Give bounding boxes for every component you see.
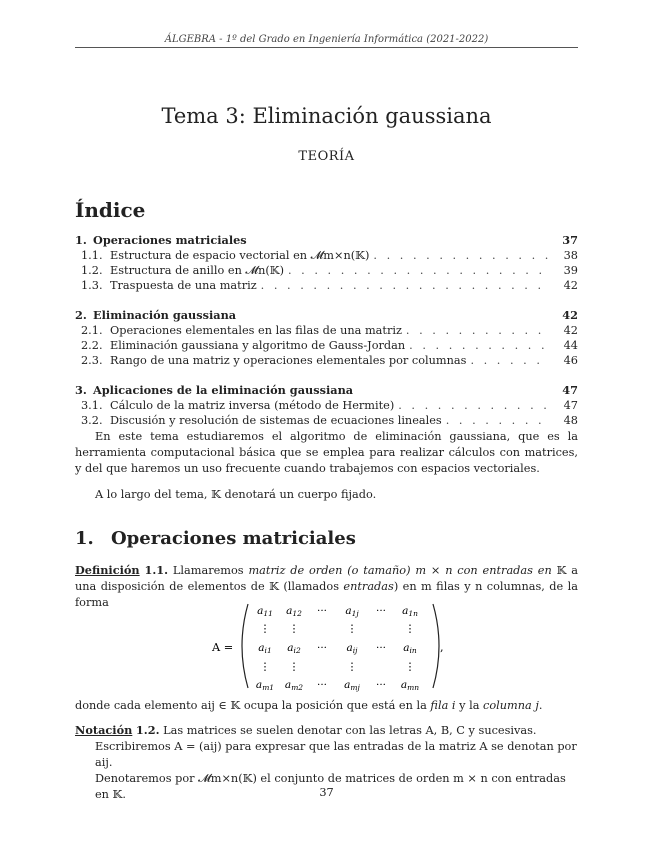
- chapter-subtitle: TEORÍA: [298, 149, 355, 164]
- toc-subsection-number: 1.1.: [81, 249, 103, 262]
- toc-subsection[interactable]: [75, 398, 578, 413]
- chapter-title: Tema 3: Eliminación gaussiana: [161, 104, 492, 128]
- toc-subsection[interactable]: [75, 413, 578, 428]
- toc-heading: Índice: [75, 198, 146, 222]
- matrix-entry: a1j: [345, 605, 359, 618]
- toc-leader-dots: [470, 353, 548, 368]
- toc-subsection[interactable]: [75, 338, 578, 353]
- matrix-entry: a1n: [402, 605, 418, 618]
- toc-subsection-page: 44: [563, 339, 578, 352]
- toc-section-page: 42: [562, 308, 578, 322]
- matrix-entry: ⋮: [288, 623, 300, 635]
- toc-subsection-label: Estructura de espacio vectorial en 𝓜m×n(𝕂): [110, 249, 370, 262]
- matrix-cells: [256, 605, 419, 692]
- toc-subsection-page: 47: [563, 399, 578, 412]
- matrix-entry: ···: [375, 605, 387, 617]
- toc-section[interactable]: [75, 382, 578, 398]
- toc-leader-dots: [446, 413, 548, 428]
- definition-term: matriz de orden (o tamaño) m × n con entradas en: [248, 564, 552, 577]
- matrix-explanation: [75, 698, 578, 714]
- toc-subsection-page: 42: [563, 279, 578, 292]
- toc-subsection[interactable]: [75, 263, 578, 278]
- matrix-entry: ⋮: [404, 623, 416, 635]
- matrix-entry: ···: [316, 679, 328, 691]
- page-number: 37: [319, 786, 334, 799]
- toc-section-page: 47: [562, 383, 578, 397]
- toc-leader-dots: [406, 323, 548, 338]
- matrix-entry: ···: [375, 642, 387, 654]
- toc-subsection-number: 2.1.: [81, 324, 103, 337]
- toc-subsection[interactable]: [75, 353, 578, 368]
- toc-leader-dots: [373, 248, 548, 263]
- toc-section[interactable]: [75, 307, 578, 323]
- definition-number: 1.1.: [144, 563, 169, 577]
- matrix-entry: ain: [403, 642, 417, 655]
- toc-subsection-page: 39: [563, 264, 578, 277]
- matrix-entry: ⋮: [404, 661, 416, 673]
- matrix-entry: ai2: [287, 642, 301, 655]
- toc-subsection-label: Traspuesta de una matriz: [110, 279, 257, 292]
- notation-line-3: Denotaremos por 𝓜m×n(𝕂) el conjunto de matrices de orden m × n con entradas en 𝕂.: [95, 772, 566, 801]
- matrix-entry: ···: [316, 605, 328, 617]
- toc-subsection-page: 48: [563, 414, 578, 427]
- toc-section-label: Aplicaciones de la eliminación gaussiana: [93, 383, 354, 397]
- matrix-entry: ···: [316, 642, 328, 654]
- toc-subsection-number: 2.2.: [81, 339, 103, 352]
- notation-line-1: [75, 722, 578, 739]
- toc-subsection-page: 42: [563, 324, 578, 337]
- definition-label: Definición: [75, 563, 140, 577]
- toc-leader-dots: [261, 278, 548, 293]
- toc-subsection-number: 1.3.: [81, 279, 103, 292]
- toc-leader-dots: [398, 398, 548, 413]
- toc-subsection-number: 2.3.: [81, 354, 103, 367]
- toc-subsection-label: Cálculo de la matriz inversa (método de Hermite): [110, 399, 395, 412]
- notation-line1-text: Las matrices se suelen denotar con las letras A, B, C y sucesivas.: [163, 724, 537, 737]
- toc-leader-dots: [288, 263, 548, 278]
- section-number: 1.: [75, 528, 94, 549]
- notation-number: 1.2.: [135, 723, 160, 737]
- running-header: ÁLGEBRA - 1º del Grado en Ingeniería Informática (2021-2022): [164, 34, 489, 45]
- toc-subsection[interactable]: [75, 323, 578, 338]
- header-rule: [75, 47, 578, 48]
- explanation-fila: fila i: [430, 699, 456, 712]
- toc-section-number: 1.: [75, 233, 87, 247]
- intro-paragraph: En este tema estudiaremos el algoritmo de eliminación gaussiana, que es la herramienta computacional básica que se emplea para realizar cálculos con matrices, y del que haremos un uso frecuente cuando trabajemos con espacios vectoriales.: [75, 430, 578, 475]
- explanation-columna: columna j: [483, 699, 539, 712]
- toc-subsection-page: 46: [563, 354, 578, 367]
- matrix-entry: ⋮: [346, 623, 358, 635]
- matrix-entry: ⋮: [346, 661, 358, 673]
- section-heading: [75, 528, 356, 549]
- matrix-entry: ⋮: [259, 623, 271, 635]
- matrix-entry: ⋮: [259, 661, 271, 673]
- toc-section-number: 3.: [75, 383, 87, 397]
- explanation-text-a: donde cada elemento aij ∈ 𝕂 ocupa la posición que está en la: [75, 699, 427, 712]
- matrix-entry: am2: [284, 679, 304, 692]
- toc-leader-dots: [409, 338, 548, 353]
- toc-subsection-label: Estructura de anillo en 𝓜n(𝕂): [110, 264, 284, 277]
- notation-line-2: Escribiremos A = (aij) para expresar que las entradas de la matriz A se denotan por aij.: [95, 740, 577, 769]
- notation-label: Notación: [75, 723, 133, 737]
- definition-entradas: entradas: [343, 580, 394, 593]
- matrix-right-paren: [433, 604, 439, 688]
- toc-section-label: Eliminación gaussiana: [93, 308, 237, 322]
- matrix-entry: aij: [346, 642, 358, 655]
- table-of-contents: [75, 232, 578, 428]
- definition-text-b: 𝕂 a una disposición de elementos de 𝕂 (llamados: [75, 564, 578, 593]
- toc-subsection-number: 1.2.: [81, 264, 103, 277]
- matrix-left-paren: [242, 604, 248, 688]
- matrix-trailing-comma: ,: [440, 641, 444, 654]
- matrix-entry: a12: [286, 605, 302, 618]
- section-title: Operaciones matriciales: [111, 528, 356, 549]
- matrix-entry: a11: [257, 605, 273, 618]
- matrix-entry: ···: [375, 679, 387, 691]
- matrix-entry: amj: [344, 679, 360, 692]
- toc-subsection-number: 3.1.: [81, 399, 103, 412]
- toc-subsection-label: Operaciones elementales en las filas de una matriz: [110, 324, 402, 337]
- matrix-display: [0, 600, 655, 692]
- toc-subsection[interactable]: [75, 278, 578, 293]
- matrix-entry: ai1: [258, 642, 272, 655]
- toc-subsection-label: Discusión y resolución de sistemas de ecuaciones lineales: [110, 414, 442, 427]
- toc-section-label: Operaciones matriciales: [93, 233, 247, 247]
- matrix-entry: am1: [255, 679, 275, 692]
- matrix-entry: amn: [400, 679, 420, 692]
- explanation-text-c: .: [538, 699, 543, 712]
- definition-text-c: ) en m filas y n columnas, de la forma: [75, 580, 578, 609]
- toc-subsection-page: 38: [563, 249, 578, 262]
- matrix-lhs: A =: [212, 641, 234, 654]
- matrix-entry: ⋮: [288, 661, 300, 673]
- intro-field-note: A lo largo del tema, 𝕂 denotará un cuerpo fijado.: [95, 488, 377, 501]
- toc-section-number: 2.: [75, 308, 87, 322]
- toc-subsection-label: Eliminación gaussiana y algoritmo de Gauss-Jordan: [110, 339, 406, 352]
- definition-text-a: Llamaremos: [172, 564, 244, 577]
- explanation-text-b: y la: [459, 699, 480, 712]
- toc-subsection-label: Rango de una matriz y operaciones elementales por columnas: [110, 354, 467, 367]
- toc-subsection-number: 3.2.: [81, 414, 103, 427]
- toc-section-page: 37: [562, 233, 578, 247]
- toc-subsection[interactable]: [75, 248, 578, 263]
- toc-section[interactable]: [75, 232, 578, 248]
